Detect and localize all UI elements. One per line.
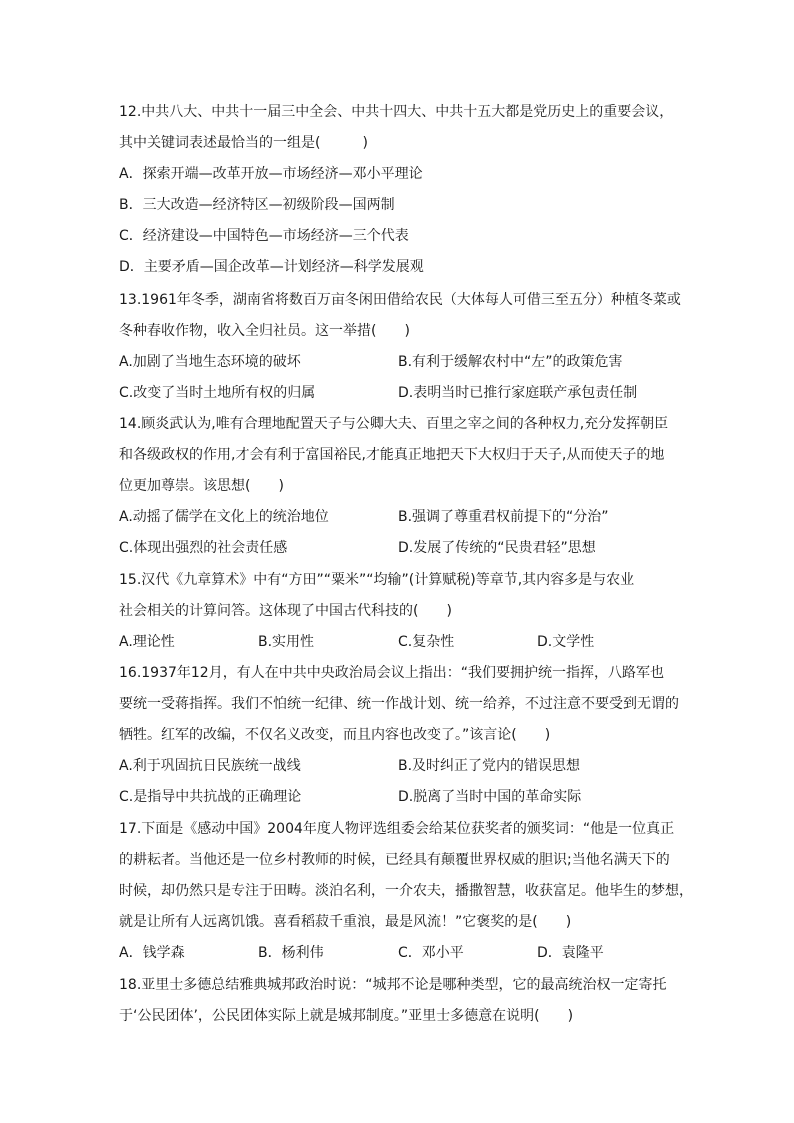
q16-stem-line2: 要统一受蒋指挥。我们不怕统一纪律、统一作战计划、统一给养，不过注意不要受到无谓的 <box>119 696 679 712</box>
q12-stem-line1: 12.中共八大、中共十一届三中全会、中共十四大、中共十五大都是党历史上的重要会议， <box>119 104 674 120</box>
q17-stem-line1: 17.下面是《感动中国》2004年度人物评选组委会给某位获奖者的颁奖词：“他是一位真正 <box>119 821 675 837</box>
q16-stem-line3: 牺牲。红军的改编，不仅名义改变，而且内容也改变了。”该言论( ) <box>119 727 551 743</box>
q13-option-d: D.表明当时已推行家庭联产承包责任制 <box>398 385 638 401</box>
q16-stem-line1: 16.1937年12月，有人在中共中央政治局会议上指出：“我们要拥护统一指挥，八路军也 <box>119 665 664 681</box>
q14-option-c: C.体现出强烈的社会责任感 <box>119 540 288 556</box>
q13-option-c: C.改变了当时土地所有权的归属 <box>119 385 316 401</box>
q14-option-b: B.强调了尊重君权前提下的“分治” <box>398 509 609 525</box>
q13-stem-line2: 冬种春收作物，收入全归社员。这一举措( ) <box>119 323 410 339</box>
q18-stem-line2: 于‘公民团体’，公民团体实际上就是城邦制度。”亚里士多德意在说明( ) <box>119 1008 574 1024</box>
q12-option-d: D．主要矛盾—国企改革—计划经济—科学发展观 <box>119 259 424 275</box>
q16-option-b: B.及时纠正了党内的错误思想 <box>398 758 581 774</box>
q17-option-a: A．钱学森 <box>119 945 185 961</box>
q12-option-b: B．三大改造—经济特区—初级阶段—国两制 <box>119 197 395 213</box>
q16-option-c: C.是指导中共抗战的正确理论 <box>119 789 302 805</box>
q17-option-c: C．邓小平 <box>398 945 464 961</box>
q14-stem-line3: 位更加尊崇。该思想( ) <box>119 478 284 494</box>
q13-option-a: A.加剧了当地生态环境的破坏 <box>119 354 301 370</box>
q15-option-d: D.文学性 <box>537 634 595 650</box>
q15-option-c: C.复杂性 <box>398 634 455 650</box>
q14-stem-line1: 14.顾炎武认为,唯有合理地配置天子与公卿大夫、百里之宰之间的各种权力,充分发挥朝臣 <box>119 416 669 432</box>
q17-option-d: D．袁隆平 <box>537 945 604 961</box>
q12-stem-line2: 其中关键词表述最恰当的一组是( ) <box>119 135 368 151</box>
q15-option-b: B.实用性 <box>258 634 315 650</box>
q12-option-c: C．经济建设—中国特色—市场经济—三个代表 <box>119 228 409 244</box>
q17-option-b: B．杨利伟 <box>258 945 324 961</box>
q13-stem-line1: 13.1961年冬季，湖南省将数百万亩冬闲田借给农民（大体每人可借三至五分）种植冬菜或 <box>119 292 681 308</box>
q15-stem-line2: 社会相关的计算问答。这体现了中国古代科技的( ) <box>119 603 452 619</box>
q17-stem-line3: 时候，却仍然只是专注于田畴。淡泊名利，一介农夫，播撒智慧，收获富足。他毕生的梦想， <box>119 883 693 899</box>
q12-option-a: A．探索开端—改革开放—市场经济—邓小平理论 <box>119 166 423 182</box>
q18-stem-line1: 18.亚里士多德总结雅典城邦政治时说：“城邦不论是哪种类型，它的最高统治权一定寄托 <box>119 977 667 993</box>
q14-option-a: A.动摇了儒学在文化上的统治地位 <box>119 509 329 525</box>
q14-option-d: D.发展了传统的“民贵君轻”思想 <box>398 540 596 556</box>
q16-option-a: A.利于巩固抗日民族统一战线 <box>119 758 301 774</box>
q16-option-d: D.脱离了当时中国的革命实际 <box>398 789 582 805</box>
q15-stem-line1: 15.汉代《九章算术》中有“方田”“粟米”“均输”(计算赋税)等章节,其内容多是与农业 <box>119 572 635 588</box>
q17-stem-line4: 就是让所有人远离饥饿。喜看稻菽千重浪，最是风流！”它褒奖的是( ) <box>119 914 572 930</box>
q14-stem-line2: 和各级政权的作用,才会有利于富国裕民,才能真正地把天下大权归于天子,从而使天子的地 <box>119 447 665 463</box>
q17-stem-line2: 的耕耘者。当他还是一位乡村教师的时候，已经具有颠覆世界权威的胆识;当他名满天下的 <box>119 852 670 868</box>
q15-option-a: A.理论性 <box>119 634 175 650</box>
q13-option-b: B.有利于缓解农村中“左”的政策危害 <box>398 354 623 370</box>
